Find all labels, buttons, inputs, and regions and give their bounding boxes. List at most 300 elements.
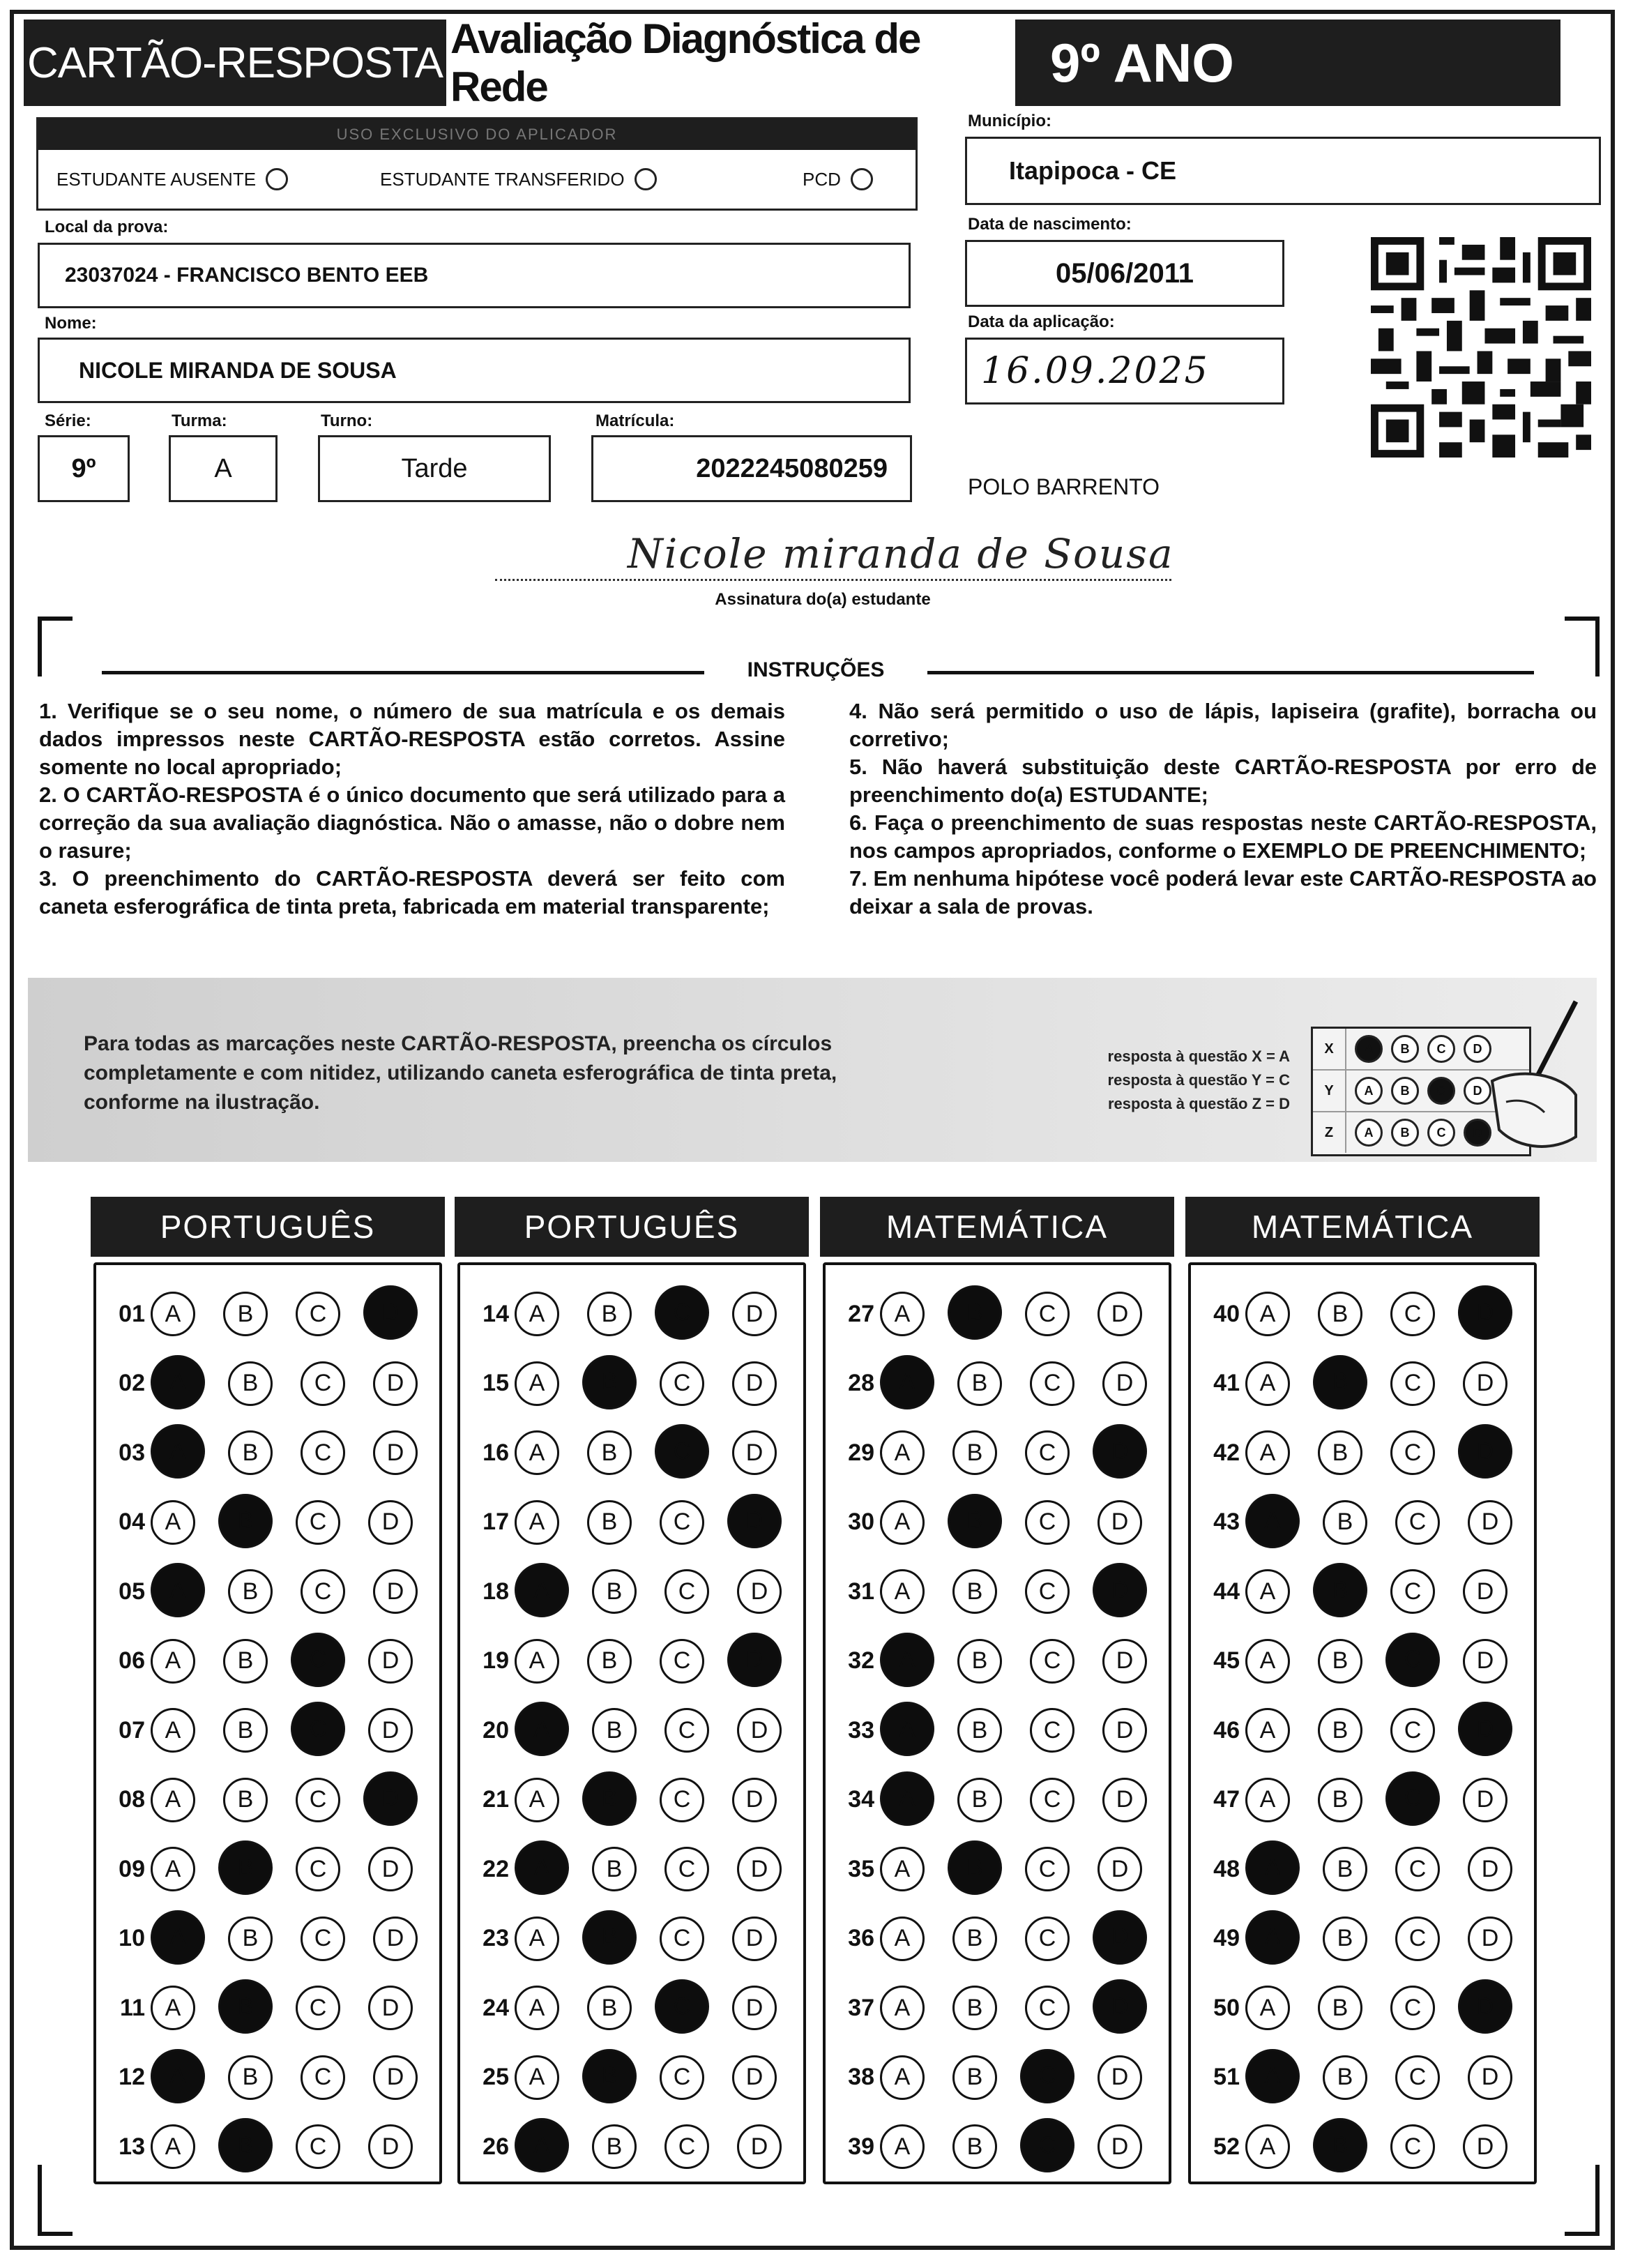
answer-bubble-b[interactable]: B xyxy=(948,1840,1002,1895)
answer-bubble-c[interactable]: C xyxy=(660,1917,704,1961)
example-key: resposta à questão X = A xyxy=(1107,1048,1290,1065)
answer-bubble-d[interactable]: D xyxy=(1097,1500,1142,1545)
answer-bubble-c[interactable]: C xyxy=(291,1702,345,1756)
answer-bubble-b[interactable]: B xyxy=(228,1917,273,1961)
question-row xyxy=(469,1349,777,1419)
answer-bubble-a[interactable]: A xyxy=(880,1500,925,1545)
answer-bubble-b[interactable]: B xyxy=(952,1569,997,1614)
answer-bubble-a[interactable]: A xyxy=(151,1292,195,1336)
answer-bubble-a[interactable]: A xyxy=(515,1430,559,1475)
example-bubble-b: B xyxy=(1391,1119,1419,1147)
answer-bubble-c[interactable]: C xyxy=(664,1708,709,1753)
answer-bubble-a[interactable]: A xyxy=(515,1563,569,1617)
answer-bubble-c[interactable]: C xyxy=(655,1285,709,1340)
answer-bubble-d[interactable]: D xyxy=(368,2124,413,2169)
answer-bubble-d[interactable]: D xyxy=(1102,1708,1147,1753)
answer-bubble-d[interactable]: D xyxy=(1463,1361,1507,1406)
answer-bubble-c[interactable]: C xyxy=(1395,1500,1440,1545)
answer-bubble-a[interactable]: A xyxy=(515,1500,559,1545)
question-number: 35 xyxy=(848,1855,874,1882)
answer-bubble-d[interactable]: D xyxy=(1102,1361,1147,1406)
answer-bubble-a[interactable]: A xyxy=(515,1639,559,1684)
question-row xyxy=(834,2112,1142,2182)
instruction-item: 7. Em nenhuma hipótese você poderá levar este CARTÃO-RESPOSTA ao deixar a sala de provas. xyxy=(849,866,1597,918)
answer-bubble-d[interactable]: D xyxy=(1468,2055,1512,2100)
answer-bubble-c[interactable]: C xyxy=(1390,1986,1435,2030)
example-bubble-a: A xyxy=(1355,1119,1383,1147)
answer-bubble-a[interactable]: A xyxy=(515,1702,569,1756)
question-number: 27 xyxy=(848,1300,874,1327)
answer-bubble-b[interactable]: B xyxy=(592,2124,637,2169)
answer-bubble-c[interactable]: C xyxy=(660,1639,704,1684)
answer-bubble-c[interactable]: C xyxy=(1030,1639,1074,1684)
answer-bubble-a[interactable]: A xyxy=(515,1361,559,1406)
answer-bubble-b[interactable]: B xyxy=(1318,1986,1362,2030)
answer-bubble-c[interactable]: C xyxy=(301,2055,345,2100)
answer-bubble-a[interactable]: A xyxy=(1245,1639,1290,1684)
question-row xyxy=(469,2043,777,2112)
question-row xyxy=(469,1626,777,1696)
grade-label: 9º ANO xyxy=(1015,20,1560,106)
instruction-item: 3. O preenchimento do CARTÃO-RESPOSTA deverá ser feito com caneta esferográfica de tinta preta, fabricada em material transparente; xyxy=(39,866,785,918)
answer-bubble-a[interactable]: A xyxy=(151,1708,195,1753)
answer-bubble-d[interactable]: D xyxy=(737,1847,782,1891)
answer-bubble-a[interactable]: A xyxy=(151,1355,205,1409)
answer-bubble-b[interactable]: B xyxy=(587,1500,632,1545)
answer-bubble-d[interactable]: D xyxy=(732,1986,777,2030)
answer-bubble-b[interactable]: B xyxy=(592,1847,637,1891)
question-row xyxy=(834,1904,1142,1974)
example-row-label: Y xyxy=(1313,1071,1346,1111)
answer-section xyxy=(93,1262,442,2184)
answer-bubble-a[interactable]: A xyxy=(151,1986,195,2030)
answer-bubble-d[interactable]: D xyxy=(368,1708,413,1753)
answer-bubble-a[interactable]: A xyxy=(1245,1708,1290,1753)
answer-bubble-d[interactable]: D xyxy=(732,1778,777,1822)
answer-bubble-d[interactable]: D xyxy=(368,1986,413,2030)
question-row xyxy=(105,1973,413,2043)
answer-bubble-a[interactable]: A xyxy=(880,1847,925,1891)
answer-bubble-a[interactable]: A xyxy=(151,2049,205,2103)
answer-bubble-a[interactable]: A xyxy=(880,1292,925,1336)
question-row xyxy=(105,1418,418,1488)
question-number: 05 xyxy=(119,1578,145,1605)
answer-bubble-d[interactable]: D xyxy=(732,2055,777,2100)
answer-bubble-b[interactable]: B xyxy=(1313,1355,1367,1409)
answer-bubble-b[interactable]: B xyxy=(1313,1563,1367,1617)
answer-bubble-a[interactable]: A xyxy=(151,1778,195,1822)
question-row xyxy=(834,1695,1147,1765)
question-number: 21 xyxy=(483,1786,509,1813)
answer-bubble-b[interactable]: B xyxy=(587,1986,632,2030)
answer-bubble-d[interactable]: D xyxy=(732,1430,777,1475)
answer-bubble-d[interactable]: D xyxy=(1458,1979,1512,2034)
answer-bubble-d[interactable]: D xyxy=(1458,1424,1512,1479)
answer-bubble-c[interactable]: C xyxy=(1385,1633,1440,1687)
section-title: PORTUGUÊS xyxy=(455,1197,809,1257)
answer-bubble-b[interactable]: B xyxy=(1323,1500,1367,1545)
answer-bubble-c[interactable]: C xyxy=(660,1361,704,1406)
answer-bubble-b[interactable]: B xyxy=(1318,1292,1362,1336)
question-number: 47 xyxy=(1213,1786,1240,1813)
answer-bubble-d[interactable]: D xyxy=(1463,1639,1507,1684)
question-number: 39 xyxy=(848,2133,874,2160)
answer-bubble-c[interactable]: C xyxy=(660,1500,704,1545)
question-row xyxy=(834,1279,1142,1349)
answer-bubble-b[interactable]: B xyxy=(223,1292,268,1336)
answer-bubble-b[interactable]: B xyxy=(223,1708,268,1753)
answer-bubble-a[interactable]: A xyxy=(880,1917,925,1961)
pcd-circle[interactable] xyxy=(851,168,873,190)
question-number: 16 xyxy=(483,1439,509,1466)
answer-bubble-a[interactable]: A xyxy=(151,1500,195,1545)
answer-bubble-a[interactable]: A xyxy=(880,1355,934,1409)
answer-bubble-b[interactable]: B xyxy=(952,2055,997,2100)
turno-field: Tarde xyxy=(318,435,551,502)
answer-bubble-b[interactable]: B xyxy=(587,1639,632,1684)
answer-bubble-b[interactable]: B xyxy=(228,1361,273,1406)
answer-bubble-c[interactable]: C xyxy=(1390,1292,1435,1336)
answer-bubble-b[interactable]: B xyxy=(1323,1847,1367,1891)
answer-bubble-c[interactable]: C xyxy=(1020,2049,1074,2103)
answer-bubble-c[interactable]: C xyxy=(1025,1292,1070,1336)
question-row xyxy=(469,1834,782,1904)
answer-bubble-c[interactable]: C xyxy=(1025,1986,1070,2030)
answer-bubble-a[interactable]: A xyxy=(1245,1778,1290,1822)
answer-bubble-c[interactable]: C xyxy=(1030,1361,1074,1406)
question-row xyxy=(1199,1349,1507,1419)
answer-bubble-d[interactable]: D xyxy=(1102,1639,1147,1684)
answer-bubble-b[interactable]: B xyxy=(592,1569,637,1614)
example-bubble-c: C xyxy=(1427,1077,1455,1105)
answer-bubble-d[interactable]: D xyxy=(1097,2124,1142,2169)
answer-bubble-c[interactable]: C xyxy=(1025,1847,1070,1891)
answer-bubble-a[interactable]: A xyxy=(880,1771,934,1826)
answer-bubble-c[interactable]: C xyxy=(296,1292,340,1336)
answer-bubble-b[interactable]: B xyxy=(223,1639,268,1684)
applicator-bar: USO EXCLUSIVO DO APLICADOR xyxy=(38,119,916,150)
answer-bubble-d[interactable]: D xyxy=(373,1569,418,1614)
example-key: resposta à questão Z = D xyxy=(1107,1095,1290,1112)
question-row xyxy=(1199,1626,1507,1696)
answer-bubble-b[interactable]: B xyxy=(952,1986,997,2030)
answer-bubble-d[interactable]: D xyxy=(1097,2055,1142,2100)
question-number: 43 xyxy=(1213,1509,1240,1535)
answer-bubble-d[interactable]: D xyxy=(1093,1910,1147,1965)
answer-bubble-d[interactable]: D xyxy=(737,2124,782,2169)
answer-bubble-b[interactable]: B xyxy=(223,1778,268,1822)
answer-bubble-a[interactable]: A xyxy=(515,2118,569,2172)
answer-bubble-d[interactable]: D xyxy=(1468,1917,1512,1961)
question-row xyxy=(469,1765,777,1835)
question-number: 04 xyxy=(119,1509,145,1535)
answer-bubble-b[interactable]: B xyxy=(952,2124,997,2169)
answer-bubble-a[interactable]: A xyxy=(880,1986,925,2030)
answer-bubble-a[interactable]: A xyxy=(151,1563,205,1617)
answer-bubble-a[interactable]: A xyxy=(1245,1910,1300,1965)
question-row xyxy=(105,1904,418,1974)
answer-bubble-c[interactable]: C xyxy=(1030,1778,1074,1822)
example-row-label: Z xyxy=(1313,1112,1346,1153)
answer-bubble-b[interactable]: B xyxy=(952,1430,997,1475)
answer-bubble-b[interactable]: B xyxy=(1318,1708,1362,1753)
answer-bubble-d[interactable]: D xyxy=(373,1917,418,1961)
question-number: 14 xyxy=(483,1300,509,1327)
answer-bubble-b[interactable]: B xyxy=(587,1430,632,1475)
question-number: 29 xyxy=(848,1439,874,1466)
question-number: 17 xyxy=(483,1509,509,1535)
answer-bubble-c[interactable]: C xyxy=(655,1979,709,2034)
local-field: 23037024 - FRANCISCO BENTO EEB xyxy=(38,243,911,308)
answer-bubble-c[interactable]: C xyxy=(296,1778,340,1822)
answer-bubble-b[interactable]: B xyxy=(228,1430,273,1475)
section-title: PORTUGUÊS xyxy=(91,1197,445,1257)
question-number: 11 xyxy=(120,1994,145,2021)
answer-bubble-a[interactable]: A xyxy=(515,1840,569,1895)
question-row xyxy=(834,1557,1142,1626)
answer-bubble-a[interactable]: A xyxy=(151,2124,195,2169)
answer-bubble-c[interactable]: C xyxy=(291,1633,345,1687)
question-row xyxy=(469,1695,782,1765)
answer-bubble-b[interactable]: B xyxy=(582,2049,637,2103)
question-row xyxy=(469,1557,782,1626)
question-number: 37 xyxy=(848,1994,874,2021)
question-row xyxy=(834,1765,1147,1835)
answer-bubble-a[interactable]: A xyxy=(515,1917,559,1961)
answer-bubble-c[interactable]: C xyxy=(664,1847,709,1891)
answer-bubble-d[interactable]: D xyxy=(732,1292,777,1336)
question-number: 41 xyxy=(1213,1370,1240,1396)
answer-bubble-a[interactable]: A xyxy=(880,1633,934,1687)
answer-bubble-c[interactable]: C xyxy=(1385,1771,1440,1826)
answer-bubble-c[interactable]: C xyxy=(296,1500,340,1545)
absent-circle[interactable] xyxy=(266,168,288,190)
answer-bubble-b[interactable]: B xyxy=(957,1778,1002,1822)
answer-bubble-d[interactable]: D xyxy=(373,1361,418,1406)
answer-bubble-b[interactable]: B xyxy=(582,1910,637,1965)
answer-bubble-c[interactable]: C xyxy=(301,1430,345,1475)
answer-bubble-d[interactable]: D xyxy=(363,1771,418,1826)
answer-bubble-b[interactable]: B xyxy=(592,1708,637,1753)
answer-bubble-b[interactable]: B xyxy=(1313,2118,1367,2172)
answer-bubble-d[interactable]: D xyxy=(373,2055,418,2100)
answer-bubble-a[interactable]: A xyxy=(151,1424,205,1479)
answer-bubble-a[interactable]: A xyxy=(1245,1494,1300,1548)
answer-bubble-c[interactable]: C xyxy=(1390,1361,1435,1406)
bottom-corner-bl xyxy=(38,2165,73,2236)
answer-bubble-c[interactable]: C xyxy=(660,1778,704,1822)
answer-bubble-a[interactable]: A xyxy=(1245,2124,1290,2169)
answer-bubble-d[interactable]: D xyxy=(1458,1702,1512,1756)
answer-bubble-c[interactable]: C xyxy=(296,1986,340,2030)
answer-bubble-c[interactable]: C xyxy=(296,1847,340,1891)
question-number: 25 xyxy=(483,2064,509,2090)
answer-bubble-b[interactable]: B xyxy=(228,1569,273,1614)
name-field: NICOLE MIRANDA DE SOUSA xyxy=(38,338,911,403)
question-number: 32 xyxy=(848,1647,874,1674)
answer-bubble-d[interactable]: D xyxy=(727,1494,782,1548)
answer-bubble-b[interactable]: B xyxy=(957,1639,1002,1684)
answer-bubble-d[interactable]: D xyxy=(732,1361,777,1406)
answer-bubble-b[interactable]: B xyxy=(587,1292,632,1336)
answer-bubble-b[interactable]: B xyxy=(952,1917,997,1961)
answer-bubble-b[interactable]: B xyxy=(218,2118,273,2172)
answer-bubble-b[interactable]: B xyxy=(948,1494,1002,1548)
answer-bubble-a[interactable]: A xyxy=(880,2124,925,2169)
answer-bubble-c[interactable]: C xyxy=(301,1569,345,1614)
answer-bubble-c[interactable]: C xyxy=(660,2055,704,2100)
answer-bubble-b[interactable]: B xyxy=(948,1285,1002,1340)
answer-bubble-c[interactable]: C xyxy=(301,1361,345,1406)
question-number: 23 xyxy=(483,1925,509,1951)
answer-bubble-d[interactable]: D xyxy=(1458,1285,1512,1340)
answer-bubble-d[interactable]: D xyxy=(732,1917,777,1961)
answer-bubble-c[interactable]: C xyxy=(1390,2124,1435,2169)
answer-bubble-c[interactable]: C xyxy=(655,1424,709,1479)
answer-bubble-d[interactable]: D xyxy=(1463,1778,1507,1822)
answer-bubble-b[interactable]: B xyxy=(582,1355,637,1409)
answer-bubble-b[interactable]: B xyxy=(957,1708,1002,1753)
question-number: 03 xyxy=(119,1439,145,1466)
answer-bubble-a[interactable]: A xyxy=(880,1569,925,1614)
transferred-option[interactable] xyxy=(380,168,657,190)
pcd-label: PCD xyxy=(803,168,841,190)
answer-bubble-c[interactable]: C xyxy=(1390,1569,1435,1614)
answer-bubble-b[interactable]: B xyxy=(218,1494,273,1548)
example-bubble-a: A xyxy=(1355,1077,1383,1105)
answer-bubble-d[interactable]: D xyxy=(1093,1979,1147,2034)
answer-bubble-c[interactable]: C xyxy=(1395,1917,1440,1961)
answer-bubble-b[interactable]: B xyxy=(1318,1639,1362,1684)
answer-bubble-c[interactable]: C xyxy=(1390,1708,1435,1753)
answer-bubble-a[interactable]: A xyxy=(1245,1292,1290,1336)
transferred-circle[interactable] xyxy=(635,168,657,190)
answer-bubble-c[interactable]: C xyxy=(1390,1430,1435,1475)
answer-bubble-b[interactable]: B xyxy=(218,1979,273,2034)
instructions-corner-tr xyxy=(1565,617,1600,676)
answer-bubble-d[interactable]: D xyxy=(368,1847,413,1891)
answer-bubble-d[interactable]: D xyxy=(1097,1292,1142,1336)
answer-bubble-a[interactable]: A xyxy=(515,1292,559,1336)
answer-bubble-d[interactable]: D xyxy=(1463,1569,1507,1614)
signature-label: Assinatura do(a) estudante xyxy=(715,590,931,609)
transferred-label: ESTUDANTE TRANSFERIDO xyxy=(380,168,625,190)
birth-label: Data de nascimento: xyxy=(968,215,1132,234)
answer-bubble-a[interactable]: A xyxy=(1245,1986,1290,2030)
answer-bubble-a[interactable]: A xyxy=(151,1910,205,1965)
answer-bubble-b[interactable]: B xyxy=(228,2055,273,2100)
answer-bubble-d[interactable]: D xyxy=(373,1430,418,1475)
exam-title: Avaliação Diagnóstica de Rede xyxy=(450,20,1015,106)
answer-bubble-b[interactable]: B xyxy=(1318,1430,1362,1475)
answer-bubble-d[interactable]: D xyxy=(1463,2124,1507,2169)
question-number: 49 xyxy=(1213,1925,1240,1951)
answer-bubble-d[interactable]: D xyxy=(363,1285,418,1340)
question-number: 42 xyxy=(1213,1439,1240,1466)
answer-bubble-a[interactable]: A xyxy=(1245,1840,1300,1895)
application-date-field: 16.09.2025 xyxy=(965,338,1284,405)
answer-bubble-d[interactable]: D xyxy=(368,1639,413,1684)
answer-bubble-d[interactable]: D xyxy=(737,1708,782,1753)
answer-bubble-b[interactable]: B xyxy=(218,1840,273,1895)
answer-bubble-d[interactable]: D xyxy=(1468,1847,1512,1891)
answer-bubble-d[interactable]: D xyxy=(1093,1563,1147,1617)
answer-bubble-c[interactable]: C xyxy=(296,2124,340,2169)
question-row xyxy=(1199,1279,1507,1349)
absent-option[interactable] xyxy=(56,168,288,190)
question-row xyxy=(105,2112,413,2182)
question-row xyxy=(834,1349,1147,1419)
answer-bubble-a[interactable]: A xyxy=(880,2055,925,2100)
answer-bubble-d[interactable]: D xyxy=(727,1633,782,1687)
answer-bubble-c[interactable]: C xyxy=(664,2124,709,2169)
answer-bubble-d[interactable]: D xyxy=(1093,1424,1147,1479)
answer-bubble-c[interactable]: C xyxy=(301,1917,345,1961)
answer-bubble-c[interactable]: C xyxy=(1020,2118,1074,2172)
question-row xyxy=(1199,2043,1512,2112)
answer-bubble-d[interactable]: D xyxy=(737,1569,782,1614)
answer-bubble-c[interactable]: C xyxy=(1025,1917,1070,1961)
question-number: 44 xyxy=(1213,1578,1240,1605)
answer-bubble-c[interactable]: C xyxy=(1025,1430,1070,1475)
question-number: 51 xyxy=(1213,2064,1240,2090)
answer-section xyxy=(823,1262,1171,2184)
question-row xyxy=(105,1488,413,1557)
answer-bubble-c[interactable]: C xyxy=(1395,1847,1440,1891)
answer-bubble-b[interactable]: B xyxy=(1323,2055,1367,2100)
answer-bubble-c[interactable]: C xyxy=(1395,2055,1440,2100)
answer-bubble-a[interactable]: A xyxy=(515,1986,559,2030)
application-label: Data da aplicação: xyxy=(968,312,1115,331)
answer-bubble-c[interactable]: C xyxy=(1030,1708,1074,1753)
answer-bubble-a[interactable]: A xyxy=(515,2055,559,2100)
answer-bubble-c[interactable]: C xyxy=(1025,1569,1070,1614)
answer-bubble-a[interactable]: A xyxy=(151,1639,195,1684)
instruction-item: 1. Verifique se o seu nome, o número de sua matrícula e os demais dados impressos neste CARTÃO-RESPOSTA estão corretos. Assine somente no local apropriado; xyxy=(39,699,785,779)
answer-bubble-a[interactable]: A xyxy=(1245,1430,1290,1475)
answer-bubble-a[interactable]: A xyxy=(880,1702,934,1756)
answer-bubble-a[interactable]: A xyxy=(515,1778,559,1822)
answer-bubble-b[interactable]: B xyxy=(1318,1778,1362,1822)
answer-bubble-d[interactable]: D xyxy=(368,1500,413,1545)
answer-bubble-a[interactable]: A xyxy=(1245,1569,1290,1614)
answer-bubble-b[interactable]: B xyxy=(582,1771,637,1826)
answer-section xyxy=(1188,1262,1537,2184)
answer-bubble-d[interactable]: D xyxy=(1097,1847,1142,1891)
answer-bubble-a[interactable]: A xyxy=(880,1430,925,1475)
answer-bubble-d[interactable]: D xyxy=(1468,1500,1512,1545)
question-row xyxy=(469,1279,777,1349)
answer-bubble-a[interactable]: A xyxy=(1245,2049,1300,2103)
question-row xyxy=(834,1834,1142,1904)
answer-bubble-b[interactable]: B xyxy=(1323,1917,1367,1961)
question-row xyxy=(1199,1695,1507,1765)
answer-bubble-a[interactable]: A xyxy=(1245,1361,1290,1406)
answer-bubble-d[interactable]: D xyxy=(1102,1778,1147,1822)
question-row xyxy=(1199,1834,1512,1904)
answer-bubble-b[interactable]: B xyxy=(957,1361,1002,1406)
example-bubble-d: D xyxy=(1464,1077,1491,1105)
answer-section xyxy=(457,1262,806,2184)
answer-bubble-a[interactable]: A xyxy=(151,1847,195,1891)
qr-code xyxy=(1371,237,1591,458)
example-bubble-a: A xyxy=(1355,1035,1383,1063)
answer-bubble-c[interactable]: C xyxy=(664,1569,709,1614)
answer-bubble-c[interactable]: C xyxy=(1025,1500,1070,1545)
pcd-option[interactable] xyxy=(803,168,873,190)
question-row xyxy=(1199,1557,1507,1626)
question-row xyxy=(105,1834,413,1904)
